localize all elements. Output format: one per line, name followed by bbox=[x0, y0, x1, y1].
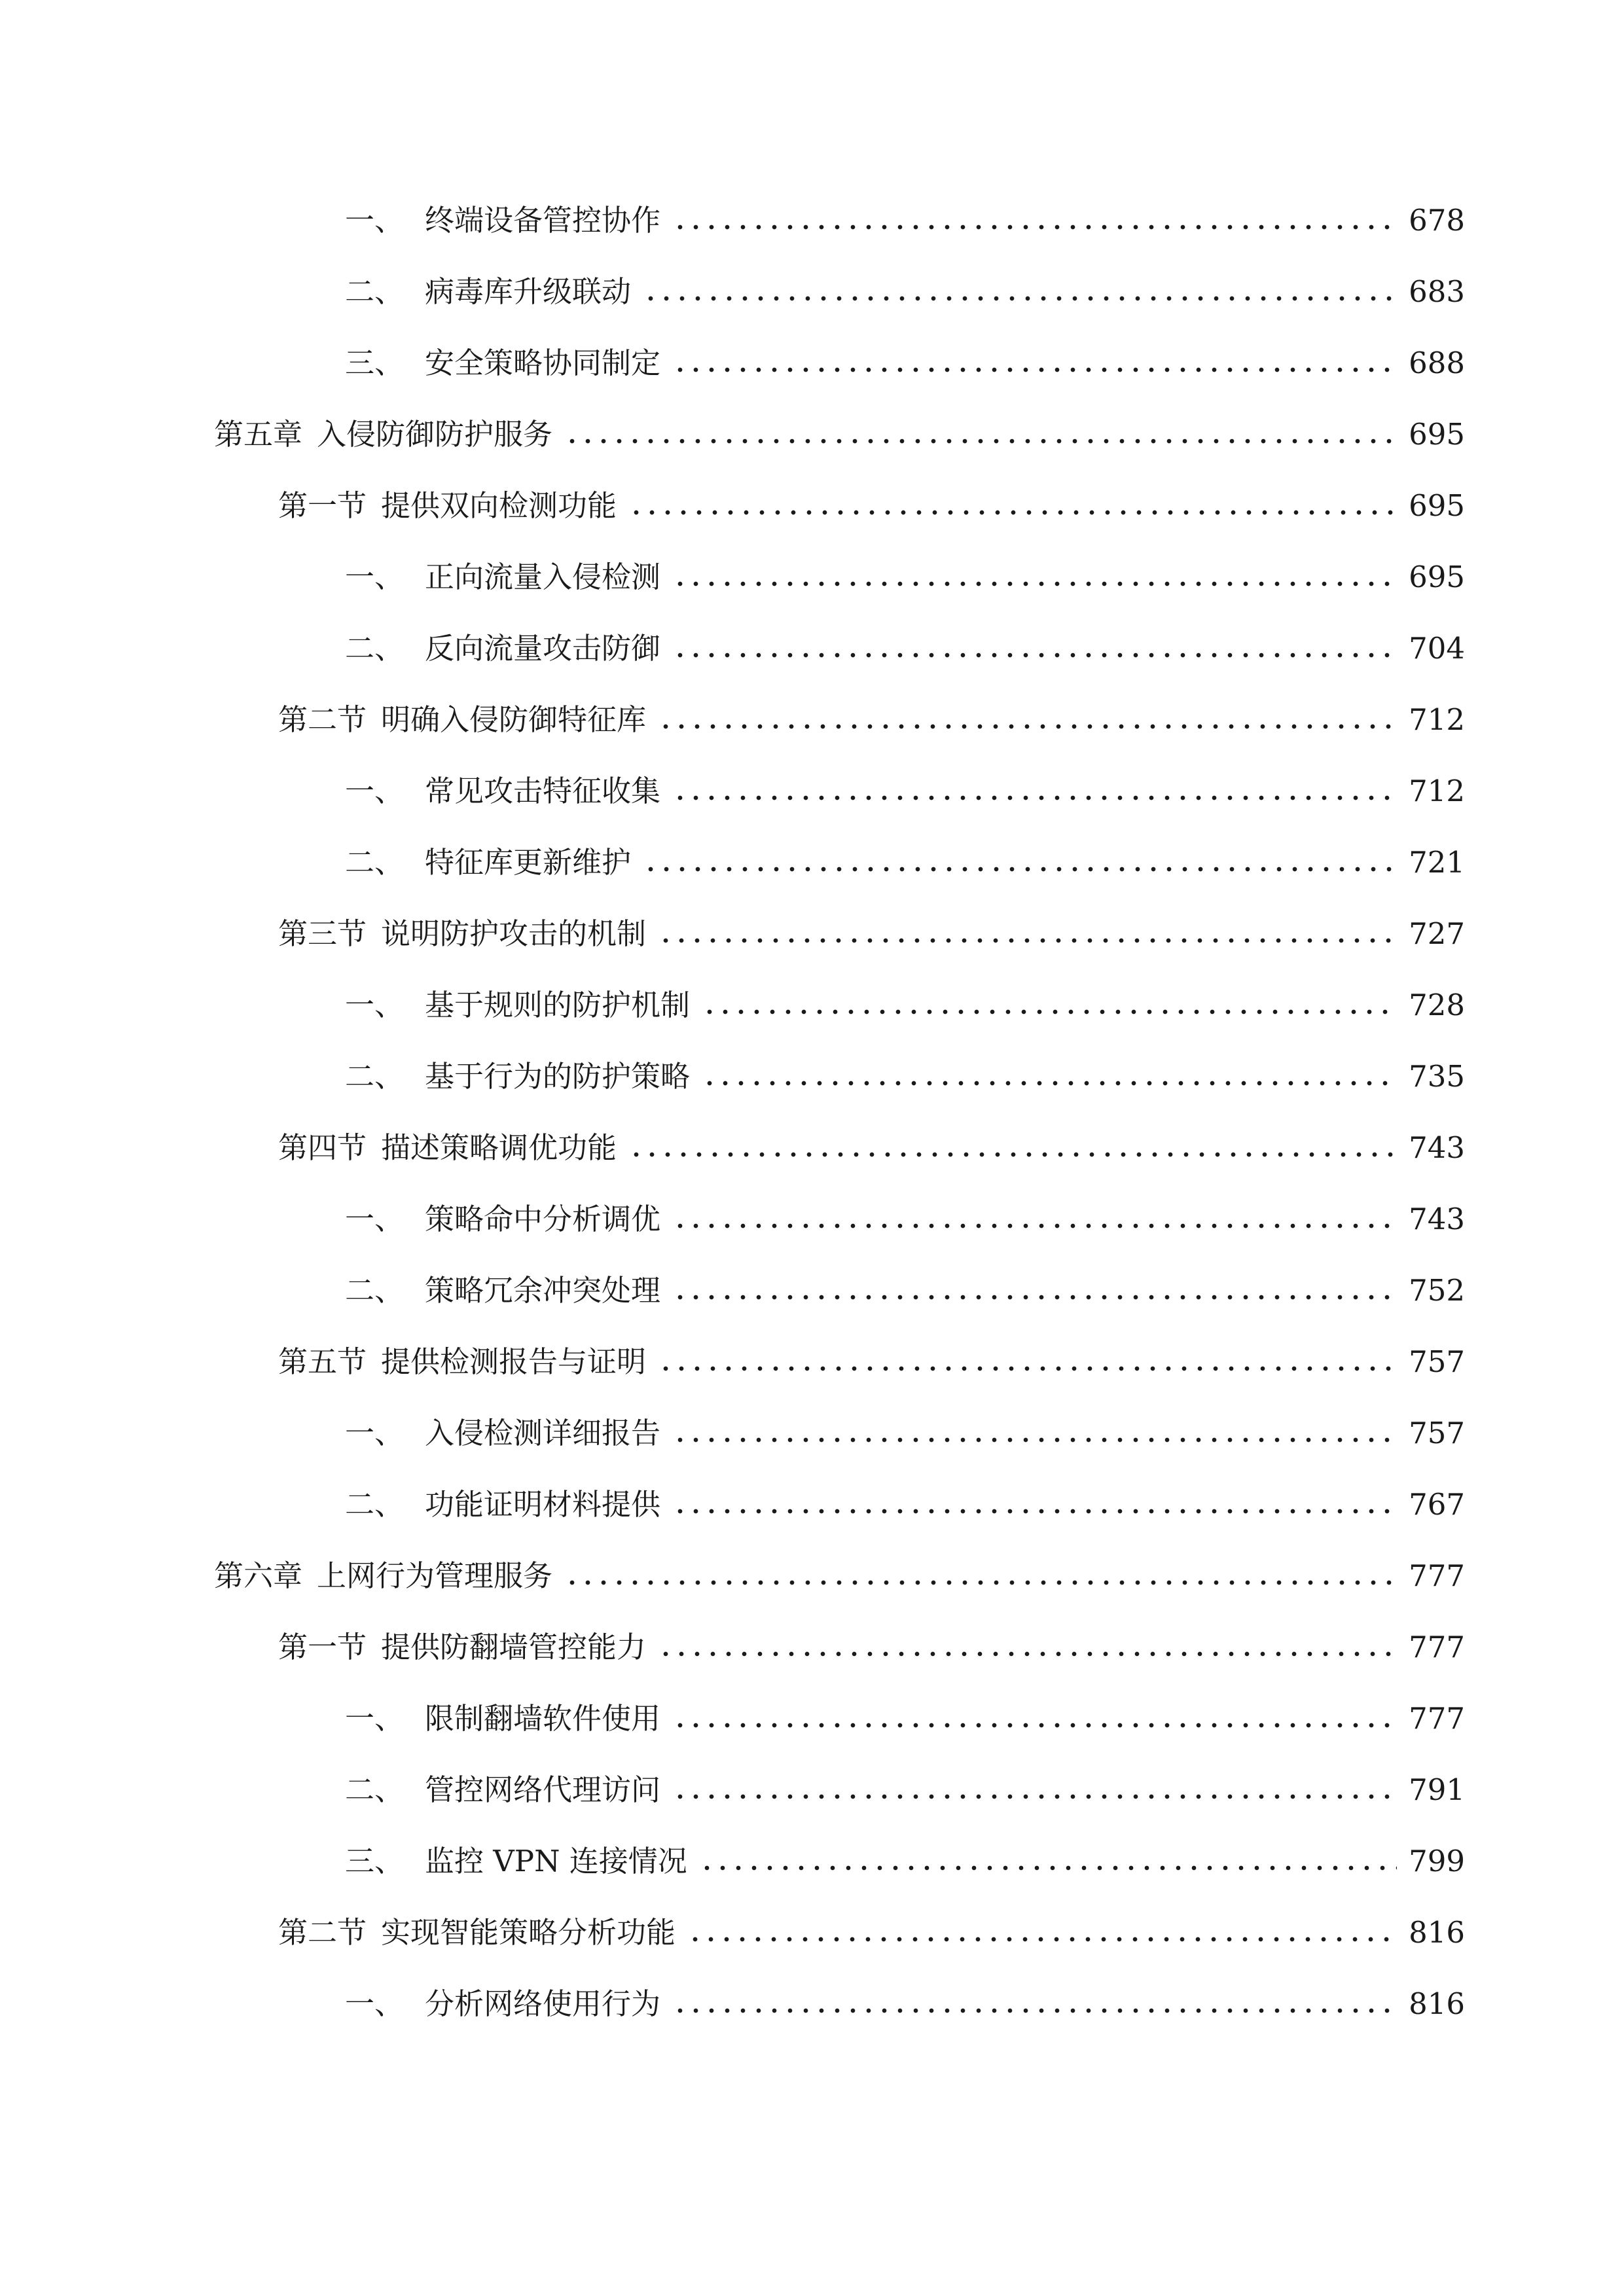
dot-leader bbox=[672, 1436, 1397, 1444]
page-number: 791 bbox=[1409, 1772, 1465, 1807]
toc-entry[interactable] bbox=[345, 1049, 1465, 1095]
page-number: 777 bbox=[1409, 1558, 1465, 1593]
dot-leader bbox=[672, 651, 1397, 659]
toc-entry[interactable] bbox=[345, 1977, 1465, 2022]
toc-entry-section[interactable] bbox=[278, 1121, 1465, 1166]
entry-title: 管控网络代理访问 bbox=[425, 1772, 661, 1807]
entry-number: 一、 bbox=[345, 1416, 405, 1450]
page-number: 743 bbox=[1409, 1202, 1465, 1236]
entry-title: 入侵检测详细报告 bbox=[425, 1416, 661, 1450]
dot-leader bbox=[672, 1222, 1397, 1230]
page-number: 752 bbox=[1409, 1273, 1465, 1308]
entry-title: 实现智能策略分析功能 bbox=[381, 1915, 676, 1950]
entry-number: 一、 bbox=[345, 774, 405, 808]
entry-title: 描述策略调优功能 bbox=[381, 1130, 617, 1165]
entry-title: 终端设备管控协作 bbox=[425, 203, 661, 238]
dot-leader bbox=[672, 580, 1397, 588]
entry-number: 二、 bbox=[345, 1487, 405, 1522]
entry-number: 一、 bbox=[345, 1701, 405, 1736]
entry-number: 二、 bbox=[345, 1059, 405, 1094]
entry-title: 基于规则的防护机制 bbox=[425, 988, 691, 1022]
toc-entry[interactable] bbox=[345, 193, 1465, 239]
entry-number: 二、 bbox=[345, 845, 405, 880]
entry-title: 正向流量入侵检测 bbox=[425, 560, 661, 594]
toc-entry[interactable] bbox=[345, 1406, 1465, 1452]
toc-entry-chapter[interactable] bbox=[214, 1549, 1465, 1594]
entry-number: 二、 bbox=[345, 1772, 405, 1807]
entry-number: 三、 bbox=[345, 1844, 405, 1878]
dot-leader bbox=[672, 366, 1397, 374]
entry-title: 反向流量攻击防御 bbox=[425, 631, 661, 666]
page-number: 757 bbox=[1409, 1416, 1465, 1450]
page-number: 728 bbox=[1409, 988, 1465, 1022]
page-number: 695 bbox=[1409, 560, 1465, 594]
page-number: 704 bbox=[1409, 631, 1465, 666]
toc-entry-section[interactable] bbox=[278, 1335, 1465, 1380]
dot-leader bbox=[564, 437, 1397, 445]
page-number: 767 bbox=[1409, 1487, 1465, 1522]
entry-title: 监控 VPN 连接情况 bbox=[425, 1844, 687, 1878]
page-number: 678 bbox=[1409, 203, 1465, 238]
page-number: 695 bbox=[1409, 488, 1465, 523]
entry-title: 提供检测报告与证明 bbox=[381, 1344, 647, 1379]
entry-title: 提供双向检测功能 bbox=[381, 488, 617, 523]
page-number: 695 bbox=[1409, 417, 1465, 452]
entry-title: 功能证明材料提供 bbox=[425, 1487, 661, 1522]
dot-leader bbox=[643, 295, 1397, 302]
dot-leader bbox=[672, 1721, 1397, 1729]
entry-title: 病毒库升级联动 bbox=[425, 274, 632, 309]
entry-number: 第三节 bbox=[278, 916, 367, 951]
dot-leader bbox=[658, 937, 1397, 944]
toc-entry[interactable] bbox=[345, 978, 1465, 1024]
toc-entry-section[interactable] bbox=[278, 1620, 1465, 1666]
toc-entry[interactable] bbox=[345, 1834, 1465, 1880]
toc-entry[interactable] bbox=[345, 336, 1465, 382]
toc-entry-section[interactable] bbox=[278, 1905, 1465, 1951]
dot-leader bbox=[628, 1151, 1397, 1158]
entry-title: 基于行为的防护策略 bbox=[425, 1059, 691, 1094]
entry-number: 第五节 bbox=[278, 1344, 367, 1379]
toc-entry[interactable] bbox=[345, 1192, 1465, 1238]
entry-title: 入侵防御防护服务 bbox=[317, 417, 553, 452]
entry-title: 安全策略协同制定 bbox=[425, 346, 661, 380]
dot-leader bbox=[672, 1293, 1397, 1301]
entry-number: 三、 bbox=[345, 346, 405, 380]
dot-leader bbox=[658, 1650, 1397, 1658]
entry-title: 特征库更新维护 bbox=[425, 845, 632, 880]
entry-title: 策略命中分析调优 bbox=[425, 1202, 661, 1236]
page-number: 735 bbox=[1409, 1059, 1465, 1094]
page-number: 688 bbox=[1409, 346, 1465, 380]
dot-leader bbox=[643, 865, 1397, 873]
toc-entry[interactable] bbox=[345, 835, 1465, 881]
page-number: 777 bbox=[1409, 1630, 1465, 1664]
dot-leader bbox=[672, 223, 1397, 231]
dot-leader bbox=[672, 1507, 1397, 1515]
entry-number: 二、 bbox=[345, 631, 405, 666]
entry-number: 第四节 bbox=[278, 1130, 367, 1165]
dot-leader bbox=[672, 2007, 1397, 2015]
entry-number: 一、 bbox=[345, 560, 405, 594]
page-number: 712 bbox=[1409, 774, 1465, 808]
dot-leader bbox=[672, 794, 1397, 802]
entry-number: 第六章 bbox=[214, 1558, 303, 1593]
toc-entry[interactable] bbox=[345, 264, 1465, 310]
entry-number: 二、 bbox=[345, 274, 405, 309]
page-number: 721 bbox=[1409, 845, 1465, 880]
entry-title: 常见攻击特征收集 bbox=[425, 774, 661, 808]
toc-entry-section[interactable] bbox=[278, 478, 1465, 524]
entry-number: 第一节 bbox=[278, 1630, 367, 1664]
entry-number: 二、 bbox=[345, 1273, 405, 1308]
toc-entry[interactable] bbox=[345, 764, 1465, 810]
toc-entry[interactable] bbox=[345, 550, 1465, 596]
entry-title: 限制翻墙软件使用 bbox=[425, 1701, 661, 1736]
entry-number: 一、 bbox=[345, 1986, 405, 2021]
entry-number: 一、 bbox=[345, 1202, 405, 1236]
page-number: 799 bbox=[1409, 1844, 1465, 1878]
toc-entry-section[interactable] bbox=[278, 906, 1465, 952]
dot-leader bbox=[658, 1365, 1397, 1372]
page-number: 816 bbox=[1409, 1915, 1465, 1950]
entry-number: 一、 bbox=[345, 988, 405, 1022]
entry-title: 明确入侵防御特征库 bbox=[381, 702, 647, 737]
dot-leader bbox=[672, 1793, 1397, 1801]
page-number: 683 bbox=[1409, 274, 1465, 309]
toc-entry-chapter[interactable] bbox=[214, 407, 1465, 453]
dot-leader bbox=[699, 1864, 1397, 1872]
page-number: 777 bbox=[1409, 1701, 1465, 1736]
dot-leader bbox=[628, 509, 1397, 516]
entry-title: 分析网络使用行为 bbox=[425, 1986, 661, 2021]
entry-title: 上网行为管理服务 bbox=[317, 1558, 553, 1593]
page-number: 712 bbox=[1409, 702, 1465, 737]
toc-entry-section[interactable] bbox=[278, 692, 1465, 738]
page-number: 816 bbox=[1409, 1986, 1465, 2021]
toc-entry[interactable] bbox=[345, 1477, 1465, 1523]
entry-number: 第二节 bbox=[278, 702, 367, 737]
entry-title: 说明防护攻击的机制 bbox=[381, 916, 647, 951]
toc-entry[interactable] bbox=[345, 1691, 1465, 1737]
toc-entry[interactable] bbox=[345, 621, 1465, 667]
page-number: 757 bbox=[1409, 1344, 1465, 1379]
page-number: 743 bbox=[1409, 1130, 1465, 1165]
dot-leader bbox=[658, 723, 1397, 730]
dot-leader bbox=[702, 1008, 1397, 1016]
entry-number: 一、 bbox=[345, 203, 405, 238]
entry-number: 第二节 bbox=[278, 1915, 367, 1950]
entry-number: 第五章 bbox=[214, 417, 303, 452]
entry-number: 第一节 bbox=[278, 488, 367, 523]
toc-entry[interactable] bbox=[345, 1763, 1465, 1808]
entry-title: 策略冗余冲突处理 bbox=[425, 1273, 661, 1308]
toc-entry[interactable] bbox=[345, 1263, 1465, 1309]
dot-leader bbox=[687, 1935, 1397, 1943]
dot-leader bbox=[564, 1579, 1397, 1587]
dot-leader bbox=[702, 1079, 1397, 1087]
entry-title: 提供防翻墙管控能力 bbox=[381, 1630, 647, 1664]
page-number: 727 bbox=[1409, 916, 1465, 951]
